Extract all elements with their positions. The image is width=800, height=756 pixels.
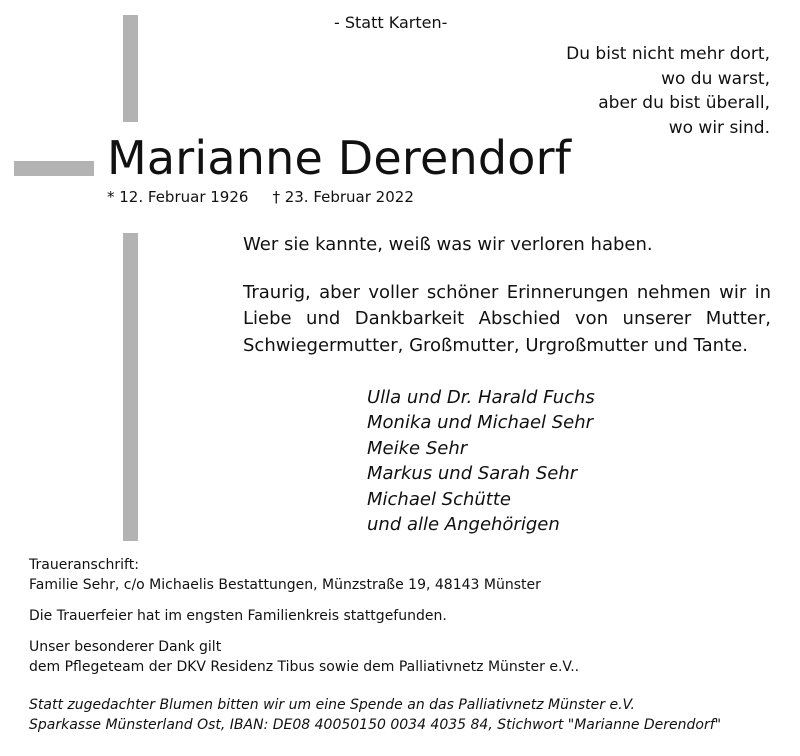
donation-note: [29, 695, 769, 735]
poem-line: Du bist nicht mehr dort,: [566, 44, 770, 64]
address-text: Familie Sehr, c/o Michaelis Bestattungen, Münzstraße 19, 48143 Münster: [29, 577, 541, 593]
farewell-paragraph: Traurig, aber voller schöner Erinnerungen nehmen wir in Liebe und Dankbarkeit Abschied von unserer Mutter, Schwiegermutter, Großmutter, Urgroßmutter und Tante.: [243, 281, 771, 356]
donation-line: Sparkasse Münsterland Ost, IBAN: DE08 40050150 0034 4035 84, Stichwort "Marianne Derendorf": [29, 717, 722, 733]
signatory: Michael Schütte: [367, 488, 511, 510]
cross-vertical-bottom: [123, 233, 138, 541]
deceased-name: Marianne Derendorf: [107, 131, 572, 185]
poem-line: aber du bist überall,: [598, 93, 770, 113]
cross-horizontal-arm: [14, 161, 94, 176]
intro-sentence: Wer sie kannte, weiß was wir verloren haben.: [243, 234, 653, 255]
donation-line: Statt zugedachter Blumen bitten wir um eine Spende an das Palliativnetz Münster e.V.: [29, 697, 635, 713]
death-date: † 23. Februar 2022: [272, 188, 414, 206]
main-text: [243, 232, 771, 359]
address-label: Traueranschrift:: [29, 557, 139, 573]
poem: [566, 42, 770, 140]
thanks-line: dem Pflegeteam der DKV Residenz Tibus sowie dem Palliativnetz Münster e.V..: [29, 659, 580, 675]
ceremony-text: Die Trauerfeier hat im engsten Familienkreis stattgefunden.: [29, 608, 447, 624]
ceremony-note: [29, 606, 769, 626]
signatory: Ulla und Dr. Harald Fuchs: [367, 387, 595, 408]
birth-date: * 12. Februar 1926: [107, 188, 249, 206]
signatory: Meike Sehr: [367, 437, 468, 459]
signatory: und alle Angehörigen: [367, 514, 560, 536]
signatory: Monika und Michael Sehr: [367, 412, 594, 434]
life-dates: [107, 188, 414, 206]
thanks-line: Unser besonderer Dank gilt: [29, 639, 222, 655]
poem-line: wo wir sind.: [668, 117, 770, 138]
signatory: Markus und Sarah Sehr: [367, 463, 578, 485]
cross-vertical-top: [123, 15, 138, 122]
header-note: - Statt Karten-: [334, 13, 448, 32]
signatories: [367, 385, 595, 537]
thanks-note: [29, 637, 769, 677]
poem-line: wo du warst,: [661, 68, 770, 89]
footer: [29, 555, 769, 735]
mourning-address: [29, 555, 769, 595]
